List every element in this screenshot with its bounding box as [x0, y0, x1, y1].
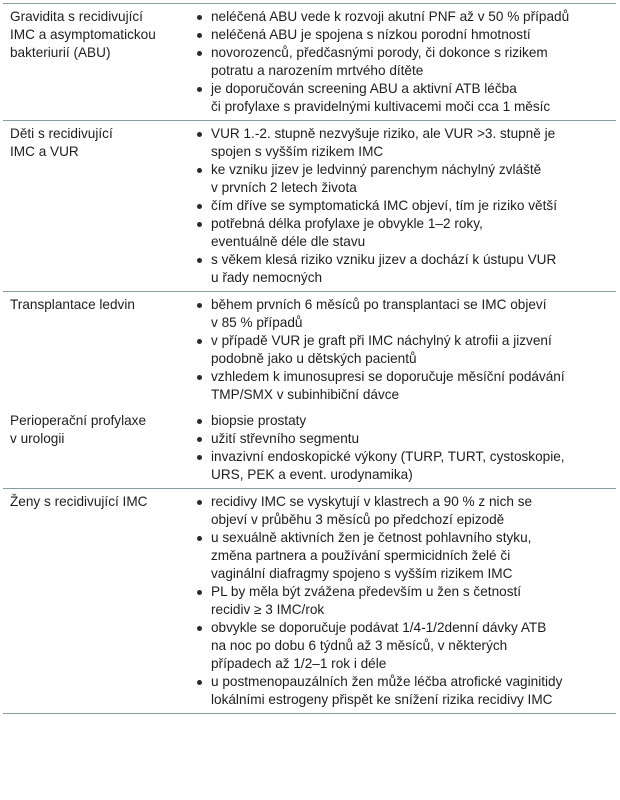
list-item — [194, 619, 610, 673]
list-item — [194, 368, 610, 404]
bullet-text: neléčená ABU vede k rozvoji akutní PNF až v 50 % případů — [211, 9, 570, 24]
bullet-list — [194, 125, 610, 287]
list-item — [194, 430, 610, 448]
list-item — [194, 215, 610, 251]
list-item — [194, 161, 610, 197]
list-item — [194, 296, 610, 332]
bullet-text: recidivy IMC se vyskytují v klastrech a 90 % z nich se objeví v průběhu 3 měsíců po předchozí epizodě — [211, 494, 533, 527]
list-item — [194, 529, 610, 583]
bullet-text: novorozenců, předčasnými porody, či dokonce s rizikem potratu a narozením mrtvého dítěte — [211, 45, 548, 78]
bullet-text: je doporučován screening ABU a aktivní ATB léčba či profylaxe s pravidelnými kultivacemi moči cca 1 měsíc — [211, 81, 551, 114]
table-row — [3, 121, 616, 292]
bullet-text: obvykle se doporučuje podávat 1/4-1/2denní dávky ATB na noc po dobu 6 týdnů až 3 měsíců, v některých případech až 1/2–1 rok i déle — [211, 620, 547, 671]
bullet-text: neléčená ABU je spojena s nízkou porodní hmotností — [211, 27, 531, 42]
bullet-list — [194, 296, 610, 404]
row-label: Gravidita s recidivující IMC a asymptomatickou bakteriurií (ABU) — [10, 9, 156, 60]
table-row — [3, 489, 616, 714]
table-row — [3, 4, 616, 121]
bullet-text: biopsie prostaty — [211, 413, 307, 428]
row-label-cell — [3, 408, 187, 489]
row-label: Transplantace ledvin — [10, 297, 135, 312]
row-items-cell — [187, 292, 616, 409]
list-item — [194, 412, 610, 430]
bullet-list — [194, 8, 610, 116]
row-items-cell — [187, 408, 616, 489]
table-row — [3, 292, 616, 409]
bullet-text: invazivní endoskopické výkony (TURP, TURT, cystoskopie, URS, PEK a event. urodynamika) — [211, 449, 565, 482]
list-item — [194, 80, 610, 116]
bullet-text: čím dříve se symptomatická IMC objeví, tím je riziko větší — [211, 198, 557, 213]
bullet-text: potřebná délka profylaxe je obvykle 1–2 roky, eventuálně déle dle stavu — [211, 216, 483, 249]
recommendations-table — [3, 3, 616, 714]
bullet-text: ke vzniku jizev je ledvinný parenchym náchylný zvláště v prvních 2 letech života — [211, 162, 542, 195]
bullet-text: u postmenopauzálních žen může léčba atrofické vaginitidy lokálními estrogeny přispět ke snížení rizika recidivy IMC — [211, 674, 563, 707]
bullet-text: u sexuálně aktivních žen je četnost pohlavního styku, změna partnera a používání spermicidních želé či vaginální diafragmy spojeno s vyšším rizikem IMC — [211, 530, 532, 581]
bullet-text: v případě VUR je graft při IMC náchylný k atrofii a jizvení podobně jako u dětských pacientů — [211, 333, 552, 366]
bullet-text: užití střevního segmentu — [211, 431, 360, 446]
list-item — [194, 44, 610, 80]
row-label: Ženy s recidivující IMC — [10, 494, 148, 509]
bullet-text: VUR 1.-2. stupně nezvyšuje riziko, ale VUR >3. stupně je spojen s vyšším rizikem IMC — [211, 126, 556, 159]
list-item — [194, 332, 610, 368]
list-item — [194, 251, 610, 287]
row-items-cell — [187, 121, 616, 292]
row-label-cell — [3, 4, 187, 121]
list-item — [194, 493, 610, 529]
table-row — [3, 408, 616, 489]
row-label-cell — [3, 292, 187, 409]
bullet-text: s věkem klesá riziko vzniku jizev a dochází k ústupu VUR u řady nemocných — [211, 252, 557, 285]
row-label: Perioperační profylaxe v urologii — [10, 413, 147, 446]
list-item — [194, 197, 610, 215]
row-label-cell — [3, 489, 187, 714]
bullet-list — [194, 412, 610, 484]
bullet-text: PL by měla být zvážena především u žen s četností recidiv ≥ 3 IMC/rok — [211, 584, 522, 617]
list-item — [194, 125, 610, 161]
bullet-text: vzhledem k imunosupresi se doporučuje měsíční podávání TMP/SMX v subinhibiční dávce — [211, 369, 565, 402]
row-items-cell — [187, 489, 616, 714]
bullet-text: během prvních 6 měsíců po transplantaci se IMC objeví v 85 % případů — [211, 297, 547, 330]
row-label: Děti s recidivující IMC a VUR — [10, 126, 113, 159]
row-items-cell — [187, 4, 616, 121]
list-item — [194, 673, 610, 709]
list-item — [194, 583, 610, 619]
row-label-cell — [3, 121, 187, 292]
list-item — [194, 26, 610, 44]
list-item — [194, 448, 610, 484]
bullet-list — [194, 493, 610, 709]
list-item — [194, 8, 610, 26]
